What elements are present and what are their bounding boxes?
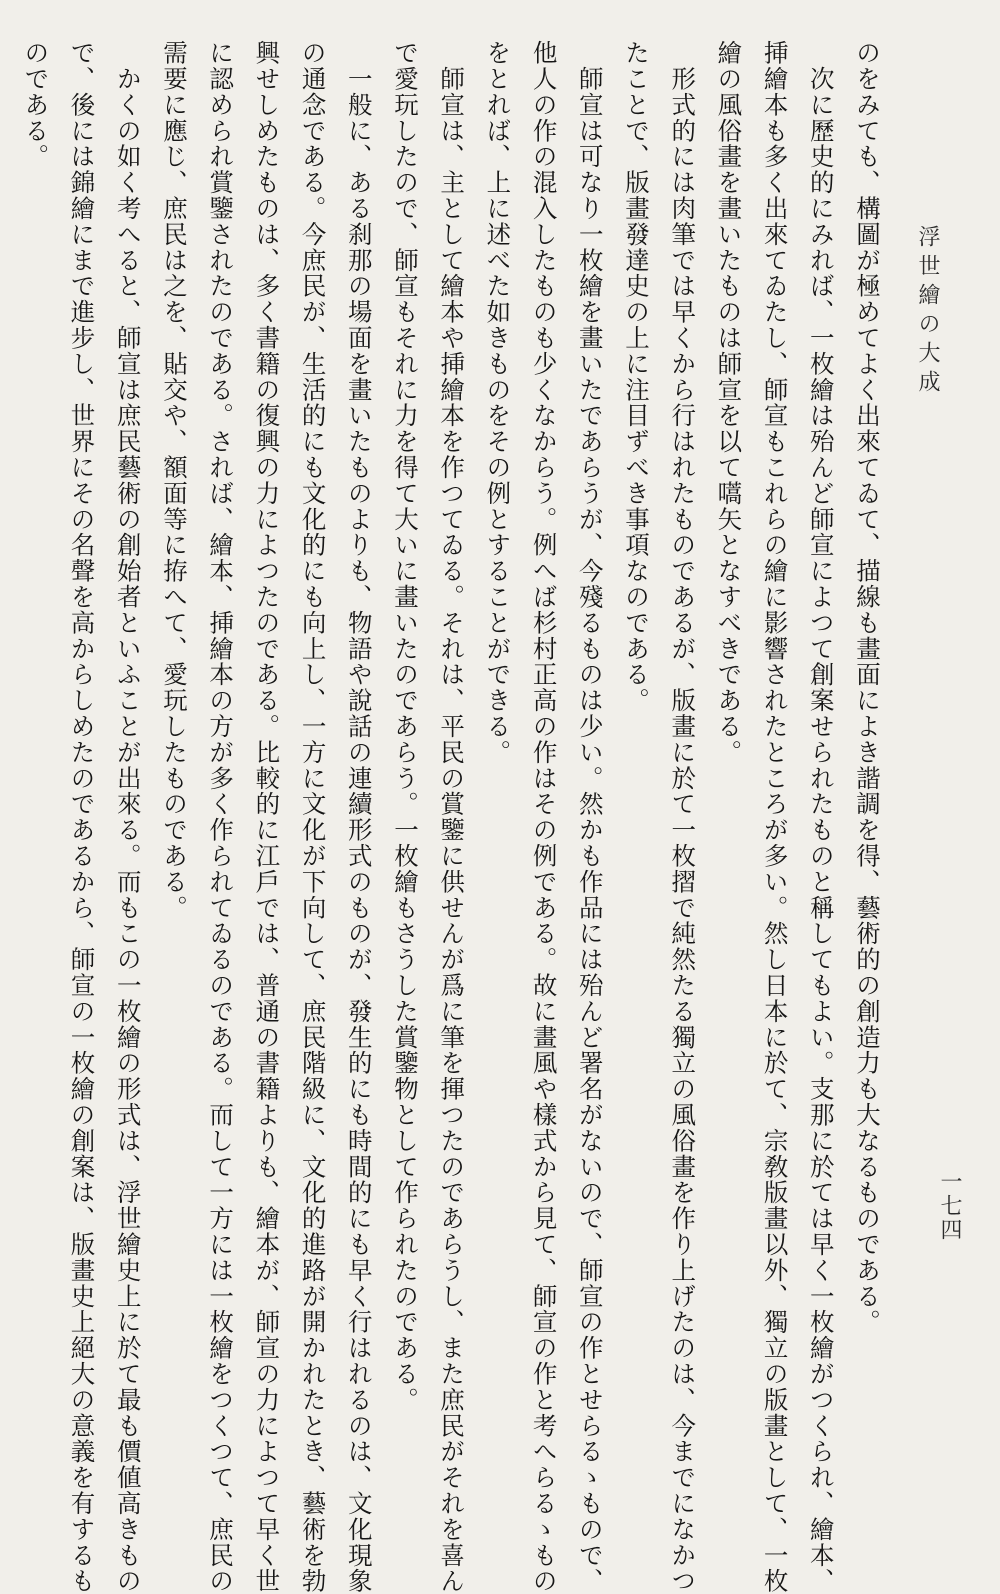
- text-line: で、後には錦繪にまで進步し、世界にその名聲を高からしめたのであるから、師宣の一枚繪の創案は、版畫史上絕大の意義を有するも: [67, 40, 97, 1594]
- text-line: 一般に、ある刹那の場面を畫いたものよりも、物語や說話の連續形式のものが、發生的にも時間的にも早く行はれるのは、文化現象: [344, 40, 374, 1594]
- text-line: かくの如く考へると、師宣は庶民藝術の創始者といふことが出來る。而もこの一枚繪の形式は、浮世繪史上に於て最も價値高きもの: [113, 40, 143, 1594]
- text-line: 繪の風俗畫を畫いたものは師宣を以て嚆矢となすべきである。: [714, 40, 744, 766]
- text-line: 需要に應じ、庶民は之を、貼交や、額面等に拵へて、愛玩したものである。: [159, 40, 189, 921]
- text-line: 挿繪本も多く出來てゐたし、師宣もこれらの繪に影響されたところが多い。然し日本に於て、宗敎版畫以外、獨立の版畫として、一枚: [760, 40, 790, 1594]
- text-line: のをみても、構圖が極めてよく出來てゐて、描線も畫面によき諧調を得、藝術的の創造力も大なるものである。: [853, 40, 882, 1335]
- page-number: 一七四: [937, 1170, 962, 1242]
- text-line: で愛玩したので、師宣もそれに力を得て大いに畫いたのであらう。一枚繪もさうした賞鑒物として作られたのである。: [390, 40, 420, 1413]
- text-line: 形式的には肉筆では早くから行はれたものであるが、版畫に於て一枚摺で純然たる獨立の風俗畫を作り上げたのは、今までになかつ: [668, 40, 698, 1594]
- text-line: をとれば、上に述べた如きものをその例とすることができる。: [483, 40, 513, 766]
- text-line: たことで、版畫發達史の上に注目ずべき事項なのである。: [621, 40, 651, 714]
- running-header: 浮世繪の大成: [915, 225, 940, 399]
- text-line: 次に歷史的にみれば、一枚繪は殆んど師宣によつて創案せられたものと稱してもよい。支那に於ては早く一枚繪がつくられ、繪本、: [806, 40, 836, 1594]
- body-text: [21, 40, 890, 1594]
- text-line: 師宣は、主として繪本や挿繪本を作つてゐる。それは、平民の賞鑒に供せんが爲に筆を揮つたのであらうし、また庶民がそれを喜ん: [437, 40, 467, 1594]
- text-line: のである。: [21, 40, 51, 170]
- text-line: に認められ賞鑒されたのである。されば、繪本、挿繪本の方が多く作られてゐるのである。而して一方には一枚繪をつくつて、庶民の: [206, 40, 236, 1594]
- text-line: 師宣は可なり一枚繪を畫いたであらうが、今殘るものは少い。然かも作品には殆んど署名がないので、師宣の作とせらるゝもので、: [575, 40, 605, 1594]
- text-line: の通念である。今庶民が、生活的にも文化的にも向上し、一方に文化が下向して、庶民階級に、文化的進路が開かれたとき、藝術を勃: [298, 40, 328, 1594]
- text-line: 他人の作の混入したものも少くなからう。例へば杉村正高の作はその例である。故に畫風や樣式から見て、師宣の作と考へらるゝもの: [529, 40, 559, 1594]
- text-line: 興せしめたものは、多く書籍の復興の力によつたのである。比較的に江戶では、普通の書籍よりも、繪本が、師宣の力によつて早く世: [252, 40, 282, 1594]
